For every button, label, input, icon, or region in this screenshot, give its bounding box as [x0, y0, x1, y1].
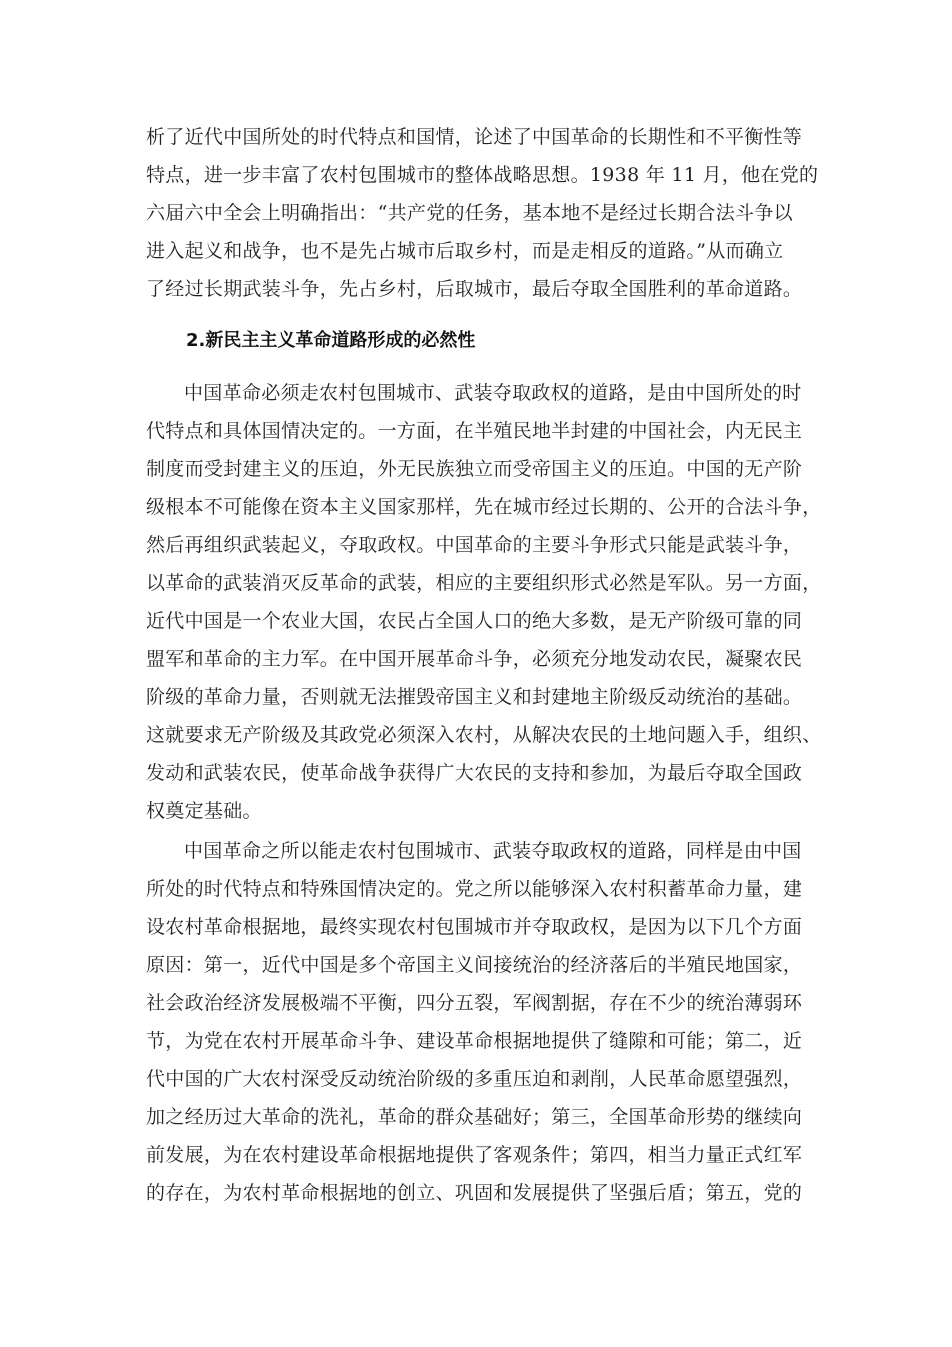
text-line: 原因：第一，近代中国是多个帝国主义间接统治的经济落后的半殖民地国家，	[146, 954, 803, 976]
text-line: 析了近代中国所处的时代特点和国情，论述了中国革命的长期性和不平衡性等	[146, 126, 803, 148]
text-line: 近代中国是一个农业大国，农民占全国人口的绝大多数，是无产阶级可靠的同	[146, 610, 803, 632]
text-line: 节，为党在农村开展革命斗争、建设革命根据地提供了缝隙和可能；第二，近	[146, 1030, 803, 1052]
text-line: 发动和武装农民，使革命战争获得广大农民的支持和参加，为最后夺取全国政	[146, 762, 803, 784]
text-line: 中国革命必须走农村包围城市、武装夺取政权的道路，是由中国所处的时	[184, 382, 802, 404]
text-line: 权奠定基础。	[146, 800, 262, 822]
text-line: 进入起义和战争，也不是先占城市后取乡村，而是走相反的道路。”从而确立	[146, 240, 784, 262]
text-line: 盟军和革命的主力军。在中国开展革命斗争，必须充分地发动农民，凝聚农民	[146, 648, 803, 670]
text-line: 然后再组织武装起义，夺取政权。中国革命的主要斗争形式只能是武装斗争，	[146, 534, 803, 556]
text-line: 了经过长期武装斗争，先占乡村，后取城市，最后夺取全国胜利的革命道路。	[146, 278, 803, 300]
text-line: 以革命的武装消灭反革命的武装，相应的主要组织形式必然是军队。另一方面，	[146, 572, 822, 594]
text-line: 社会政治经济发展极端不平衡，四分五裂，军阀割据，存在不少的统治薄弱环	[146, 992, 803, 1014]
paragraph-3	[146, 832, 806, 1212]
text-line: 加之经历过大革命的洗礼，革命的群众基础好；第三，全国革命形势的继续向	[146, 1106, 803, 1128]
text-line: 所处的时代特点和特殊国情决定的。党之所以能够深入农村积蓄革命力量，建	[146, 878, 803, 900]
text-line: 特点，进一步丰富了农村包围城市的整体战略思想。1938 年 11 月，他在党的	[146, 164, 819, 186]
text-line: 级根本不可能像在资本主义国家那样，先在城市经过长期的、公开的合法斗争，	[146, 496, 822, 518]
section-heading: 2.新民主主义革命道路形成的必然性	[186, 330, 476, 351]
text-line: 这就要求无产阶级及其政党必须深入农村，从解决农民的土地问题入手，组织、	[146, 724, 822, 746]
text-line: 六届六中全会上明确指出：“共产党的任务，基本地不是经过长期合法斗争以	[146, 202, 793, 224]
text-line: 阶级的革命力量，否则就无法摧毁帝国主义和封建地主阶级反动统治的基础。	[146, 686, 803, 708]
text-line: 的存在，为农村革命根据地的创立、巩固和发展提供了坚强后盾；第五，党的	[146, 1182, 803, 1204]
text-line: 代中国的广大农村深受反动统治阶级的多重压迫和剥削，人民革命愿望强烈，	[146, 1068, 803, 1090]
text-line: 前发展，为在农村建设革命根据地提供了客观条件；第四，相当力量正式红军	[146, 1144, 803, 1166]
text-line: 设农村革命根据地，最终实现农村包围城市并夺取政权，是因为以下几个方面	[146, 916, 803, 938]
text-line: 制度而受封建主义的压迫，外无民族独立而受帝国主义的压迫。中国的无产阶	[146, 458, 803, 480]
text-line: 代特点和具体国情决定的。一方面，在半殖民地半封建的中国社会，内无民主	[146, 420, 803, 442]
paragraph-2	[146, 374, 822, 830]
paragraph-1	[146, 118, 819, 308]
text-line: 中国革命之所以能走农村包围城市、武装夺取政权的道路，同样是由中国	[184, 840, 802, 862]
